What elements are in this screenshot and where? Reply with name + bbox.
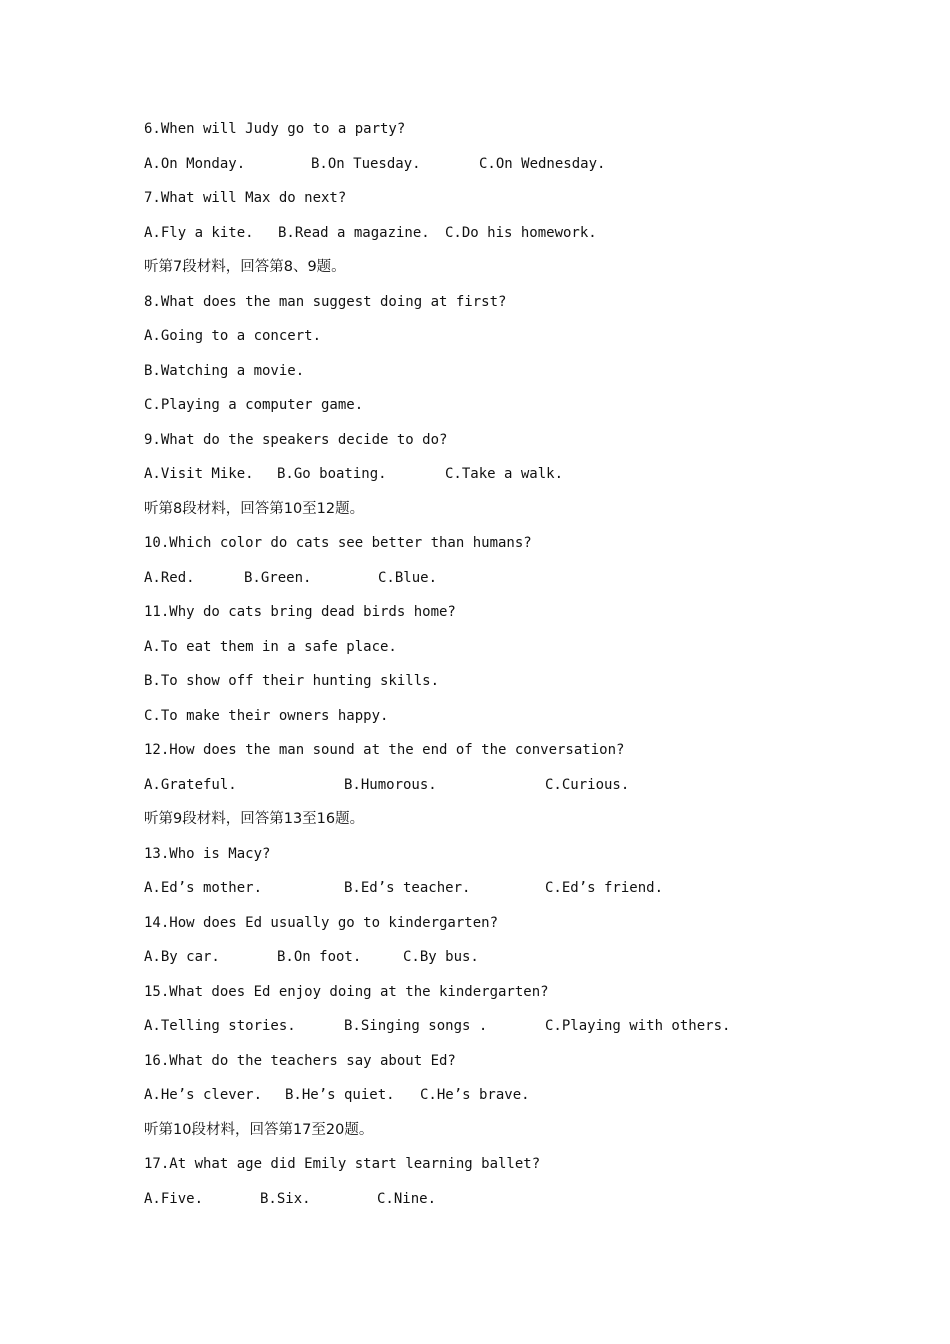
question-text: 10.Which color do cats see better than humans? [144, 535, 532, 551]
answer-option: A.Grateful. [144, 776, 237, 793]
answer-option: C.Take a walk. [445, 466, 564, 482]
answer-option: A.Five. [144, 1190, 204, 1207]
answer-option: B.Ed’s teacher. [344, 880, 471, 896]
answer-option: C.On Wednesday. [479, 155, 606, 172]
answer-option: B.To show off their hunting skills. [144, 673, 440, 689]
answer-option: C.To make their owners happy. [144, 707, 389, 724]
options-row [144, 149, 864, 184]
question-text: 11.Why do cats bring dead birds home? [144, 604, 456, 620]
answer-option: B.On Tuesday. [311, 155, 421, 172]
answer-option: B.Go boating. [277, 466, 387, 482]
question-text: 15.What does Ed enjoy doing at the kindergarten? [144, 983, 549, 1000]
options-row [144, 770, 864, 805]
section-instruction: 听第8段材料，回答第10至12题。 [144, 500, 365, 517]
section-instruction: 听第9段材料，回答第13至16题。 [144, 811, 365, 827]
answer-option: A.Fly a kite. [144, 224, 254, 241]
answer-option: A.On Monday. [144, 155, 246, 172]
answer-option: B.Humorous. [344, 776, 437, 793]
answer-option: B.On foot. [277, 949, 362, 965]
options-row [144, 942, 864, 977]
options-row [144, 1184, 864, 1219]
answer-option: C.Ed’s friend. [545, 880, 664, 896]
question-text: 14.How does Ed usually go to kindergarten? [144, 914, 499, 931]
answer-option: C.By bus. [403, 949, 479, 965]
answer-option: C.Playing with others. [545, 1018, 731, 1034]
question-text: 9.What do the speakers decide to do? [144, 431, 448, 448]
question-text: 6.When will Judy go to a party? [144, 121, 406, 137]
answer-option: A.Telling stories. [144, 1018, 296, 1034]
answer-option: C.He’s brave. [420, 1087, 530, 1103]
question-text: 8.What does the man suggest doing at first? [144, 293, 507, 310]
answer-option: B.Singing songs . [344, 1018, 488, 1034]
answer-option: B.Six. [260, 1190, 311, 1207]
answer-option: B.He’s quiet. [285, 1087, 395, 1103]
answer-option: A.Visit Mike. [144, 466, 254, 482]
options-row [144, 1080, 864, 1115]
question-text: 13.Who is Macy? [144, 845, 271, 862]
answer-option: A.Ed’s mother. [144, 880, 263, 896]
options-row [144, 218, 864, 253]
options-row [144, 873, 864, 908]
answer-option: A.By car. [144, 949, 220, 965]
answer-option: A.Going to a concert. [144, 328, 322, 344]
answer-option: C.Curious. [545, 776, 630, 793]
answer-option: B.Read a magazine. [278, 224, 430, 241]
answer-option: C.Nine. [377, 1190, 437, 1207]
answer-option: A.To eat them in a safe place. [144, 638, 397, 655]
question-text: 7.What will Max do next? [144, 190, 347, 206]
answer-option: A.He’s clever. [144, 1087, 263, 1103]
section-instruction: 听第7段材料，回答第8、9题。 [144, 259, 346, 275]
question-text: 12.How does the man sound at the end of the conversation? [144, 742, 625, 758]
answer-option: C.Do his homework. [445, 224, 597, 241]
question-text: 17.At what age did Emily start learning ballet? [144, 1156, 541, 1172]
listening-questions [144, 114, 864, 1218]
answer-option: C.Playing a computer game. [144, 397, 364, 413]
answer-option: C.Blue. [378, 569, 438, 586]
answer-option: A.Red. [144, 569, 195, 586]
options-row [144, 459, 864, 494]
question-text: 16.What do the teachers say about Ed? [144, 1052, 456, 1069]
answer-option: B.Watching a movie. [144, 362, 305, 379]
options-row [144, 1011, 864, 1046]
answer-option: B.Green. [244, 569, 312, 586]
options-row [144, 563, 864, 598]
section-instruction: 听第10段材料，回答第17至20题。 [144, 1121, 374, 1138]
